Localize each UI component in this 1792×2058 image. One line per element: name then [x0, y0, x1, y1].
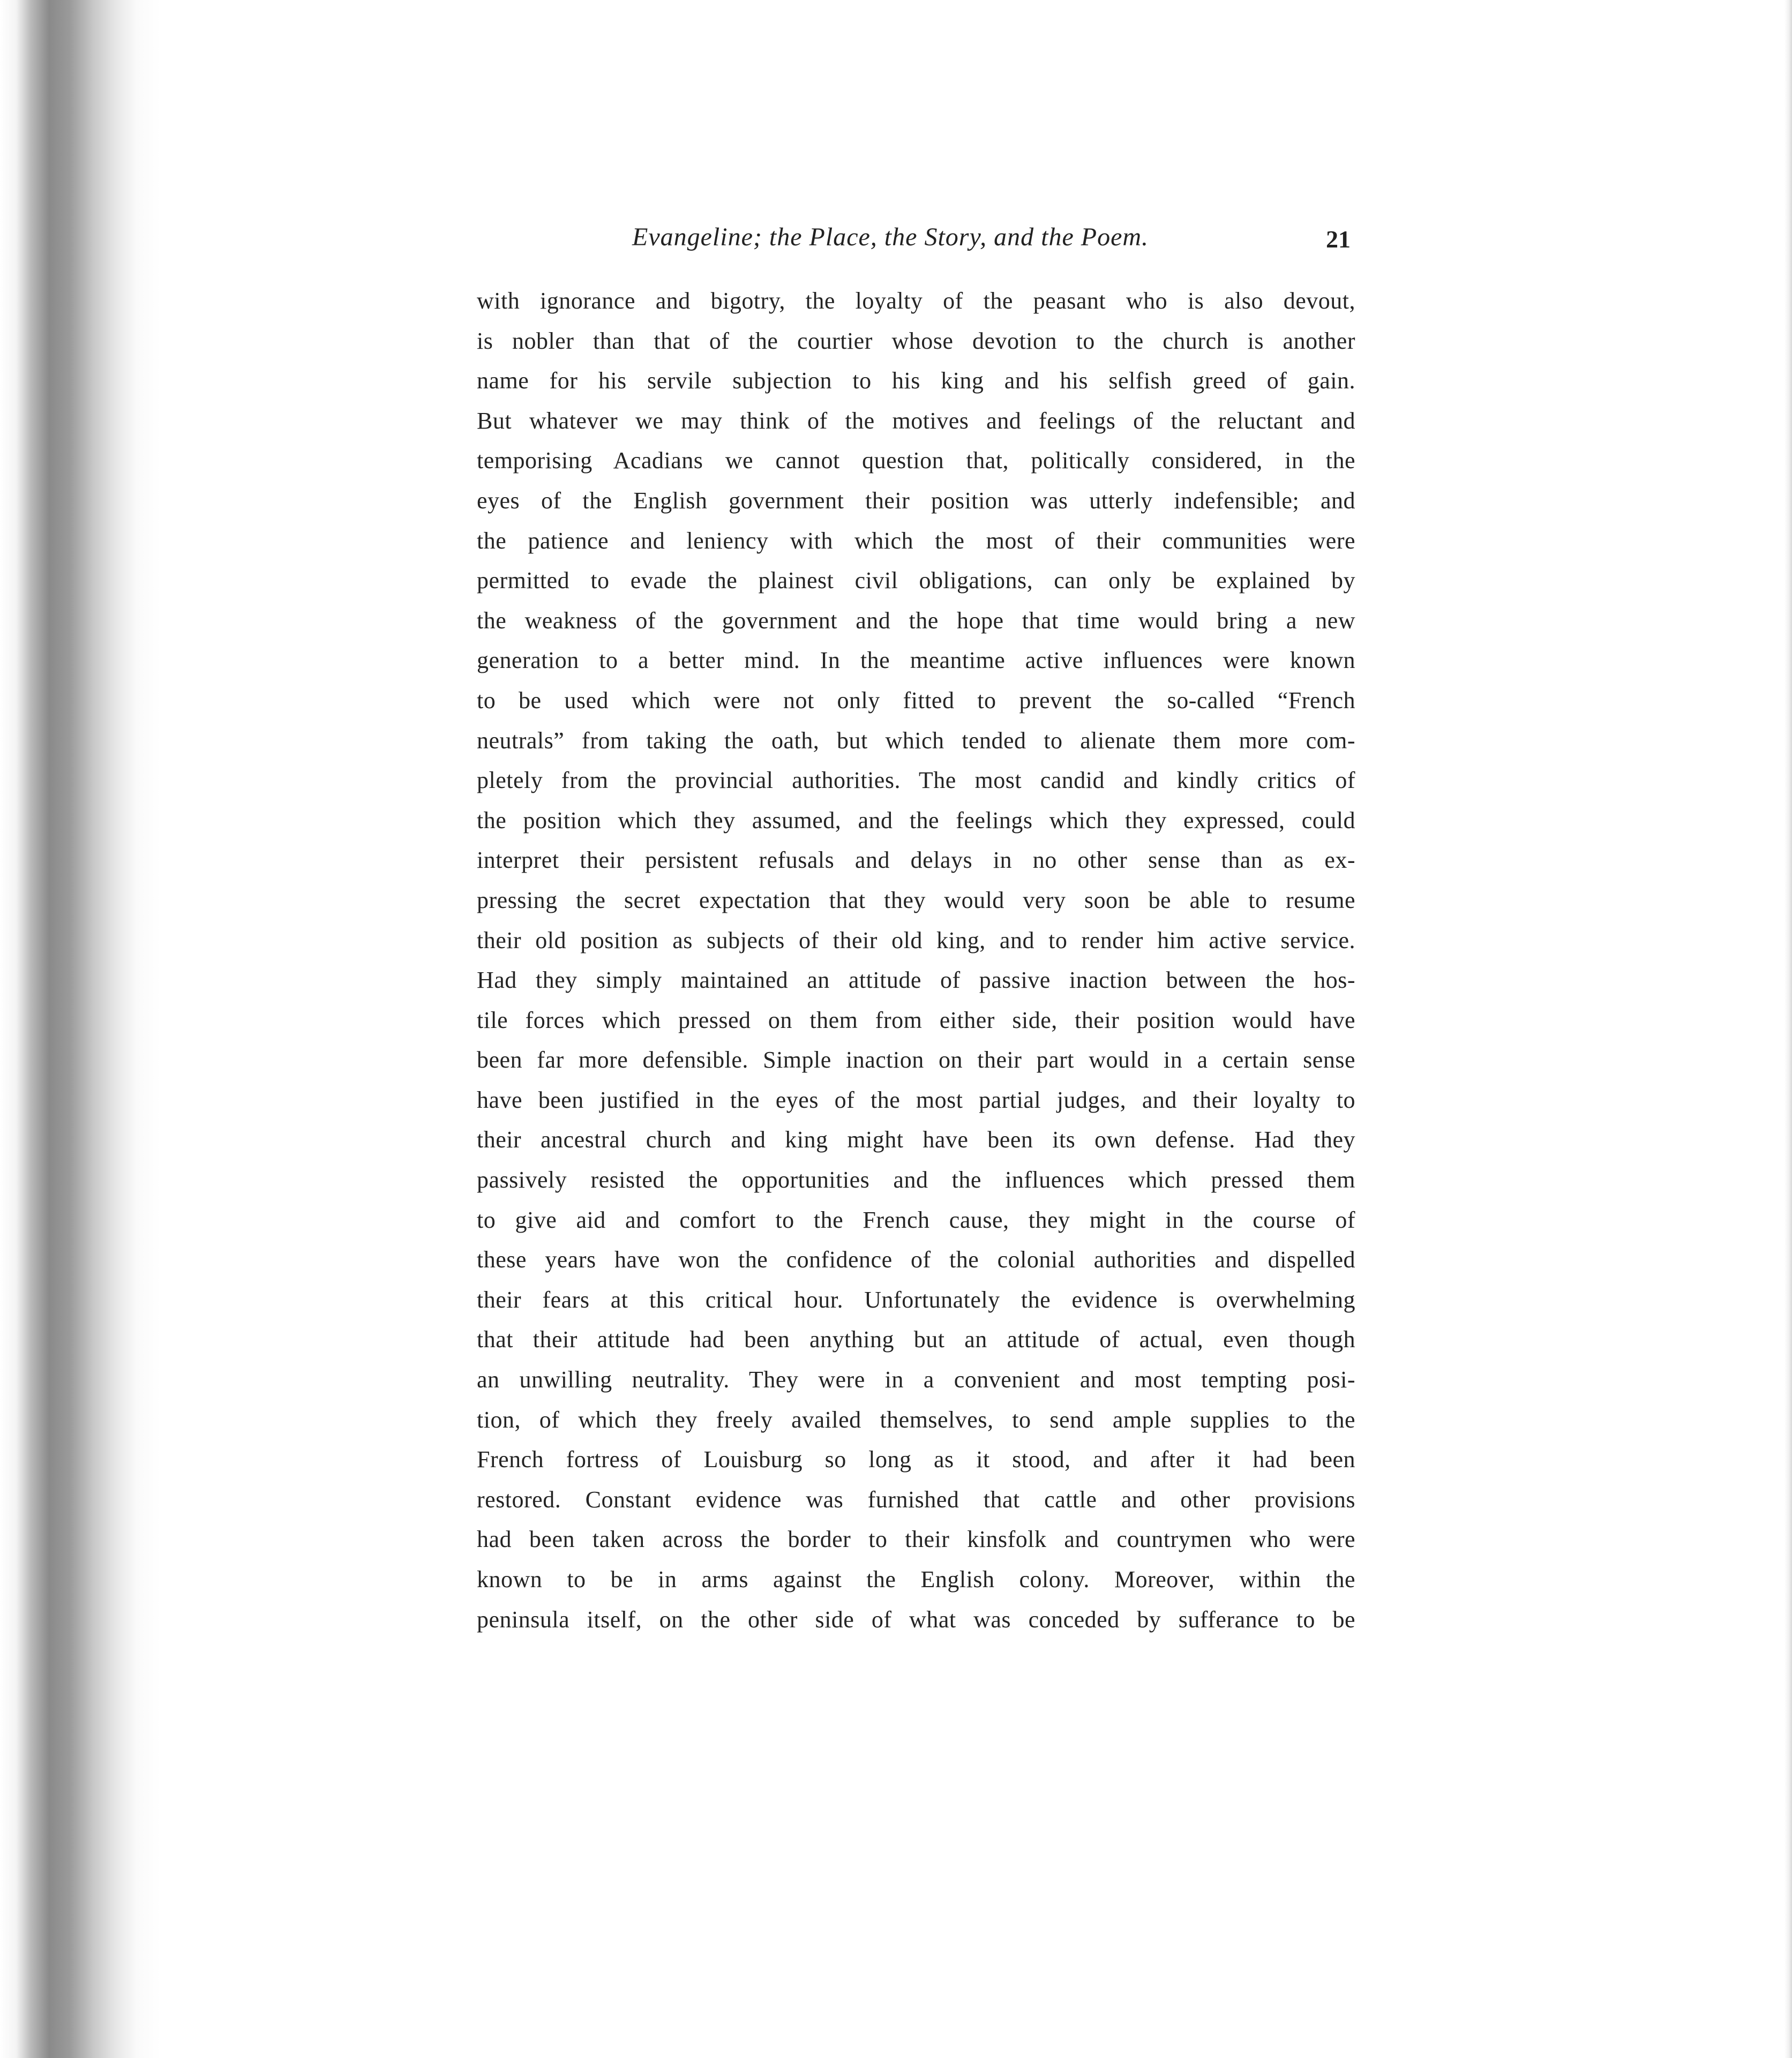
text-line: that their attitude had been anything but an attitude of actual, even though [477, 1326, 1355, 1353]
page-number: 21 [1326, 226, 1351, 253]
text-line: restored. Constant evidence was furnished that cattle and other provisions [477, 1486, 1355, 1513]
text-line: temporising Acadians we cannot question that, politically considered, in the [477, 447, 1355, 474]
text-line: had been taken across the border to their kinsfolk and countrymen who were [477, 1526, 1355, 1553]
text-line: permitted to evade the plainest civil obligations, can only be explained by [477, 567, 1355, 594]
text-line: the patience and leniency with which the most of their communities were [477, 527, 1355, 554]
text-line: pletely from the provincial authorities. The most candid and kindly critics of [477, 767, 1355, 794]
text-line: with ignorance and bigotry, the loyalty of the peasant who is also devout, [477, 288, 1355, 314]
text-line: their fears at this critical hour. Unfortunately the evidence is overwhelming [477, 1286, 1355, 1313]
text-line: to give aid and comfort to the French cause, they might in the course of [477, 1206, 1355, 1233]
body-text [477, 281, 1355, 1640]
text-line: Had they simply maintained an attitude of passive inaction between the hos- [477, 967, 1355, 994]
text-line: is nobler than that of the courtier whose devotion to the church is another [477, 327, 1355, 354]
text-line: passively resisted the opportunities and the influences which pressed them [477, 1167, 1355, 1193]
text-line: have been justified in the eyes of the most partial judges, and their loyalty to [477, 1086, 1355, 1113]
text-line: the position which they assumed, and the feelings which they expressed, could [477, 807, 1355, 833]
page-edge [1784, 0, 1792, 2058]
text-line: pressing the secret expectation that they would very soon be able to resume [477, 887, 1355, 913]
text-line: neutrals” from taking the oath, but which tended to alienate them more com- [477, 727, 1355, 754]
text-line: their old position as subjects of their old king, and to render him active service. [477, 927, 1355, 953]
text-line: to be used which were not only fitted to prevent the so-called “French [477, 687, 1355, 713]
binding-shadow [0, 0, 161, 2058]
text-line: But whatever we may think of the motives and feelings of the reluctant and [477, 407, 1355, 434]
text-line: their ancestral church and king might have been its own defense. Had they [477, 1126, 1355, 1153]
text-line: eyes of the English government their position was utterly indefensible; and [477, 487, 1355, 514]
text-line: known to be in arms against the English colony. Moreover, within the [477, 1566, 1355, 1593]
text-line: tile forces which pressed on them from either side, their position would have [477, 1007, 1355, 1033]
text-line: tion, of which they freely availed themselves, to send ample supplies to the [477, 1406, 1355, 1433]
text-line: interpret their persistent refusals and delays in no other sense than as ex- [477, 847, 1355, 874]
text-line: the weakness of the government and the hope that time would bring a new [477, 607, 1355, 634]
text-line: French fortress of Louisburg so long as it stood, and after it had been [477, 1446, 1355, 1473]
text-line: been far more defensible. Simple inaction on their part would in a certain sense [477, 1047, 1355, 1073]
text-line: generation to a better mind. In the meantime active influences were known [477, 647, 1355, 674]
text-line: name for his servile subjection to his king and his selfish greed of gain. [477, 367, 1355, 394]
running-title: Evangeline; the Place, the Story, and the Poem. [632, 223, 1149, 251]
text-line: an unwilling neutrality. They were in a convenient and most tempting posi- [477, 1366, 1355, 1393]
text-line: these years have won the confidence of the colonial authorities and dispelled [477, 1246, 1355, 1273]
text-line: peninsula itself, on the other side of what was conceded by sufferance to be [477, 1606, 1355, 1633]
